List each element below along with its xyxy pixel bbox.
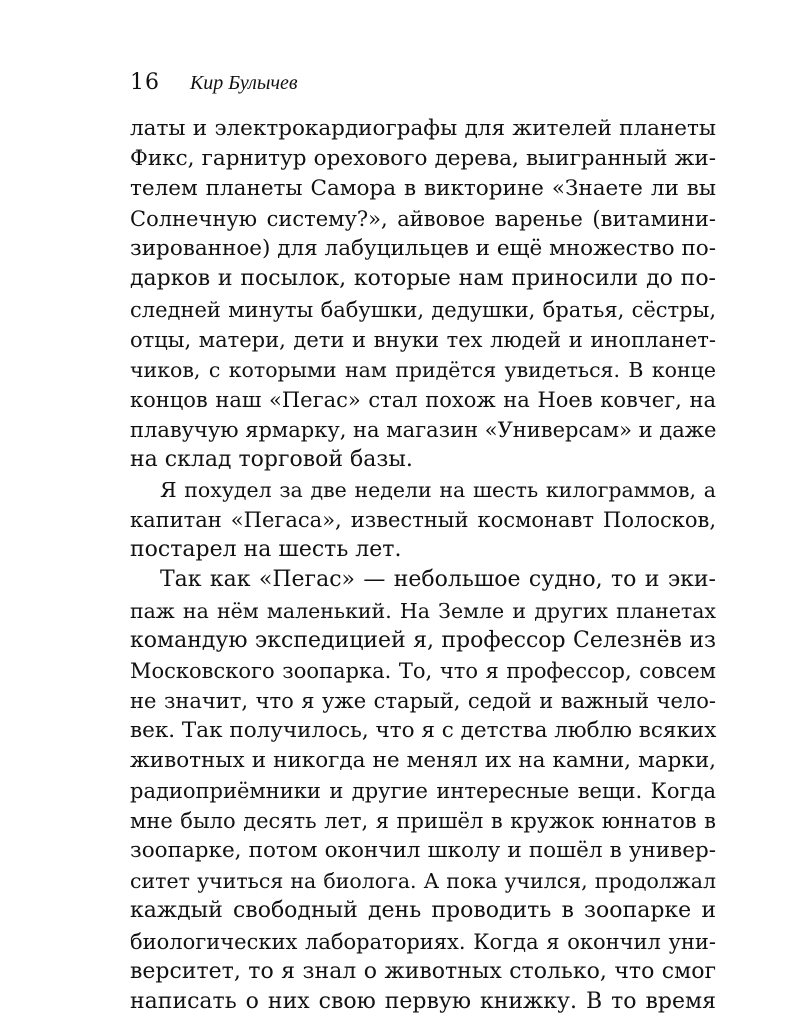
text-line: Солнечную систему?», айвовое варенье (витамини- <box>130 207 716 232</box>
text-line: не значит, что я уже старый, седой и важный чело- <box>130 688 716 713</box>
text-line: концов наш «Пегас» стал похож на Ноев ковчег, на <box>130 387 716 412</box>
text-line: чиков, с которыми нам придётся увидеться. В конце <box>130 357 716 382</box>
body-text <box>130 114 716 1017</box>
text-line: на склад торговой базы. <box>130 447 413 473</box>
text-line: следней минуты бабушки, дедушки, братья, сёстры, <box>130 297 716 322</box>
text-line: паж на нём маленький. На Земле и других планетах <box>130 598 716 623</box>
page-number: 16 <box>130 70 160 95</box>
text-line: написать о них свою первую книжку. В то время <box>130 988 716 1014</box>
author-name: Кир Булычев <box>190 72 298 94</box>
text-line: мне было десять лет, я пришёл в кружок юннатов в <box>130 809 716 834</box>
text-line: постарел на шесть лет. <box>130 537 402 563</box>
text-line: командую экспедицией я, профессор Селезнёв из <box>130 627 716 653</box>
text-line: верситет, то я знал о животных столько, что смог <box>130 958 716 984</box>
text-line: биологических лабораториях. Когда я окончил уни- <box>130 929 716 954</box>
text-line: каждый свободный день проводить в зоопарке и <box>130 898 716 924</box>
text-line: зированное) для лабуцильцев и ещё множество по- <box>130 236 716 262</box>
text-line: плавучую ярмарку, на магазин «Универсам» и даже <box>130 417 717 442</box>
running-head <box>130 70 298 98</box>
text-line: латы и электрокардиографы для жителей планеты <box>130 116 716 141</box>
text-line: Фикс, гарнитур орехового дерева, выигранный жи- <box>130 146 716 172</box>
text-line: дарков и посылок, которые нам приносили до по- <box>130 266 716 292</box>
text-line: ситет учиться на биолога. А пока учился, продолжал <box>130 869 716 894</box>
text-line: Московского зоопарка. То, что я профессор, совсем <box>130 658 716 683</box>
text-line: животных и никогда не менял их на камни, марки, <box>130 747 716 773</box>
text-line: Так как «Пегас» — небольшое судно, то и эки- <box>160 567 716 593</box>
text-line: зоопарке, потом окончил школу и пошёл в универ- <box>130 838 716 864</box>
text-line: Я похудел за две недели на шесть килограммов, а <box>160 478 716 503</box>
text-line: телем планеты Самора в викторине «Знаете ли вы <box>130 176 716 202</box>
text-line: радиоприёмники и другие интересные вещи. Когда <box>130 779 716 804</box>
text-line: капитан «Пегаса», известный космонавт Полосков, <box>130 508 716 533</box>
text-line: век. Так получилось, что я с детства люблю всяких <box>130 717 717 743</box>
text-line: отцы, матери, дети и внуки тех людей и инопланет- <box>130 327 716 352</box>
